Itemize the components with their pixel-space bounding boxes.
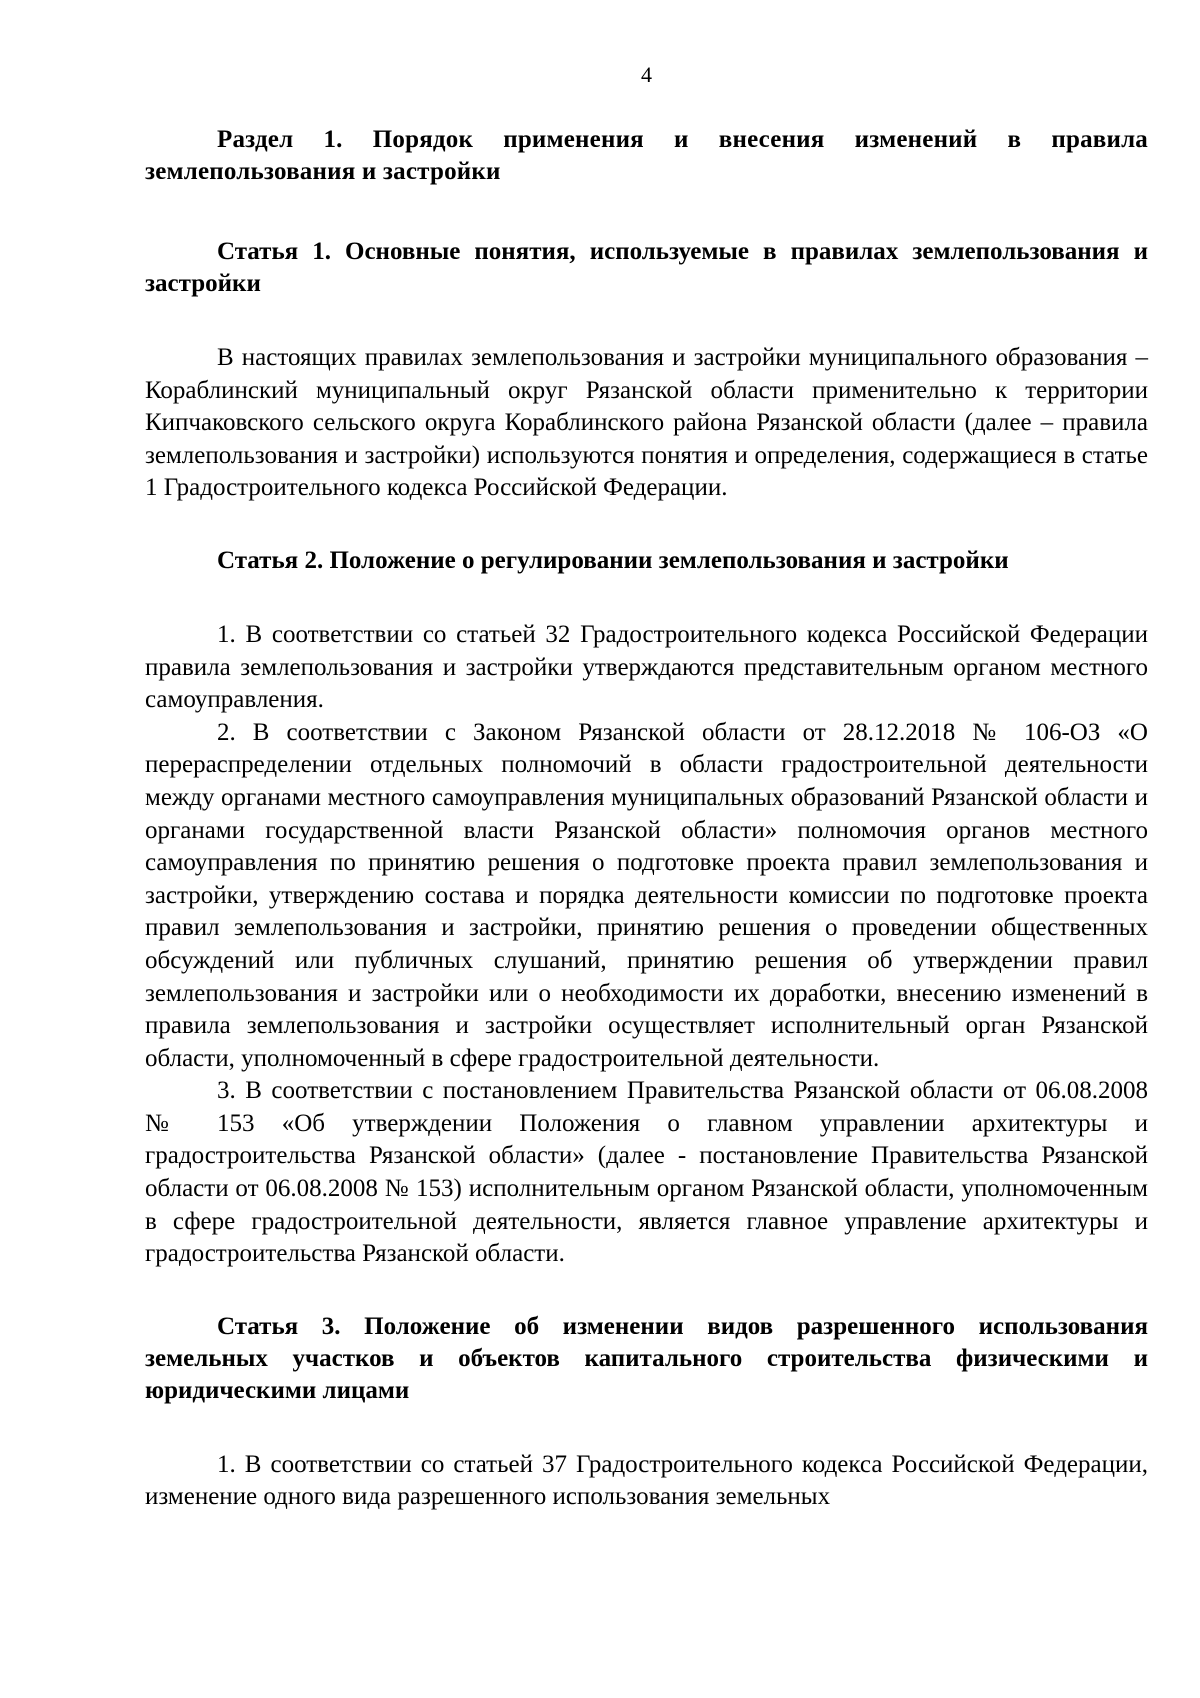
article-3-title: Статья 3. Положение об изменении видов разрешенного использования земельных участков и объектов капитального строительства физическими и юридическими лицами	[145, 1312, 1148, 1404]
article-1-title: Статья 1. Основные понятия, используемые в правилах землепользования и застройки	[145, 238, 1148, 297]
article-2-paragraph-3: 3. В соответствии с постановлением Правительства Рязанской области от 06.08.2008 № 153 «Об утверждении Положения о главном управлении архитектуры и градостроительства Рязанской области» (далее - постановление Правительства Рязанской области от 06.08.2008 № 153) исполнительным органом Рязанской области, уполномоченным в сфере градостроительной деятельности, является главное управление архитектуры и градостроительства Рязанской области.	[145, 1077, 1148, 1268]
article-2-title: Статья 2. Положение о регулировании землепользования и застройки	[217, 546, 1009, 574]
article-2-paragraph-2: 2. В соответствии с Законом Рязанской области от 28.12.2018 № 106-ОЗ «О перераспределении отдельных полномочий в области градостроительной деятельности между органами местного самоуправления муниципальных образований Рязанской области и органами государственной власти Рязанской области» полномочия органов местного самоуправления по принятию решения о подготовке проекта правил землепользования и застройки, утверждению состава и порядка деятельности комиссии по подготовке проекта правил землепользования и застройки, принятию решения о проведении общественных обсуждений или публичных слушаний, принятию решения об утверждении правил землепользования и застройки или о необходимости их доработки, внесению изменений в правила землепользования и застройки осуществляет исполнительный орган Рязанской области, уполномоченный в сфере градостроительной деятельности.	[145, 718, 1148, 1072]
article-1-paragraph-1: В настоящих правилах землепользования и застройки муниципального образования – Кораблинский муниципальный округ Рязанской области применительно к территории Кипчаковского сельского округа Кораблинского района Рязанской области (далее – правила землепользования и застройки) используются понятия и определения, содержащиеся в статье 1 Градостроительного кодекса Российской Федерации.	[145, 344, 1148, 502]
section-title: Раздел 1. Порядок применения и внесения изменений в правила землепользования и застройки	[145, 126, 1148, 185]
page-number: 4	[641, 62, 652, 87]
article-2-paragraph-1: 1. В соответствии со статьей 32 Градостроительного кодекса Российской Федерации правила землепользования и застройки утверждаются представительным органом местного самоуправления.	[145, 620, 1148, 714]
document-page	[145, 0, 1148, 1514]
article-3-paragraph-1: 1. В соответствии со статьей 37 Градостроительного кодекса Российской Федерации, изменение одного вида разрешенного использования земельных	[145, 1450, 1148, 1511]
